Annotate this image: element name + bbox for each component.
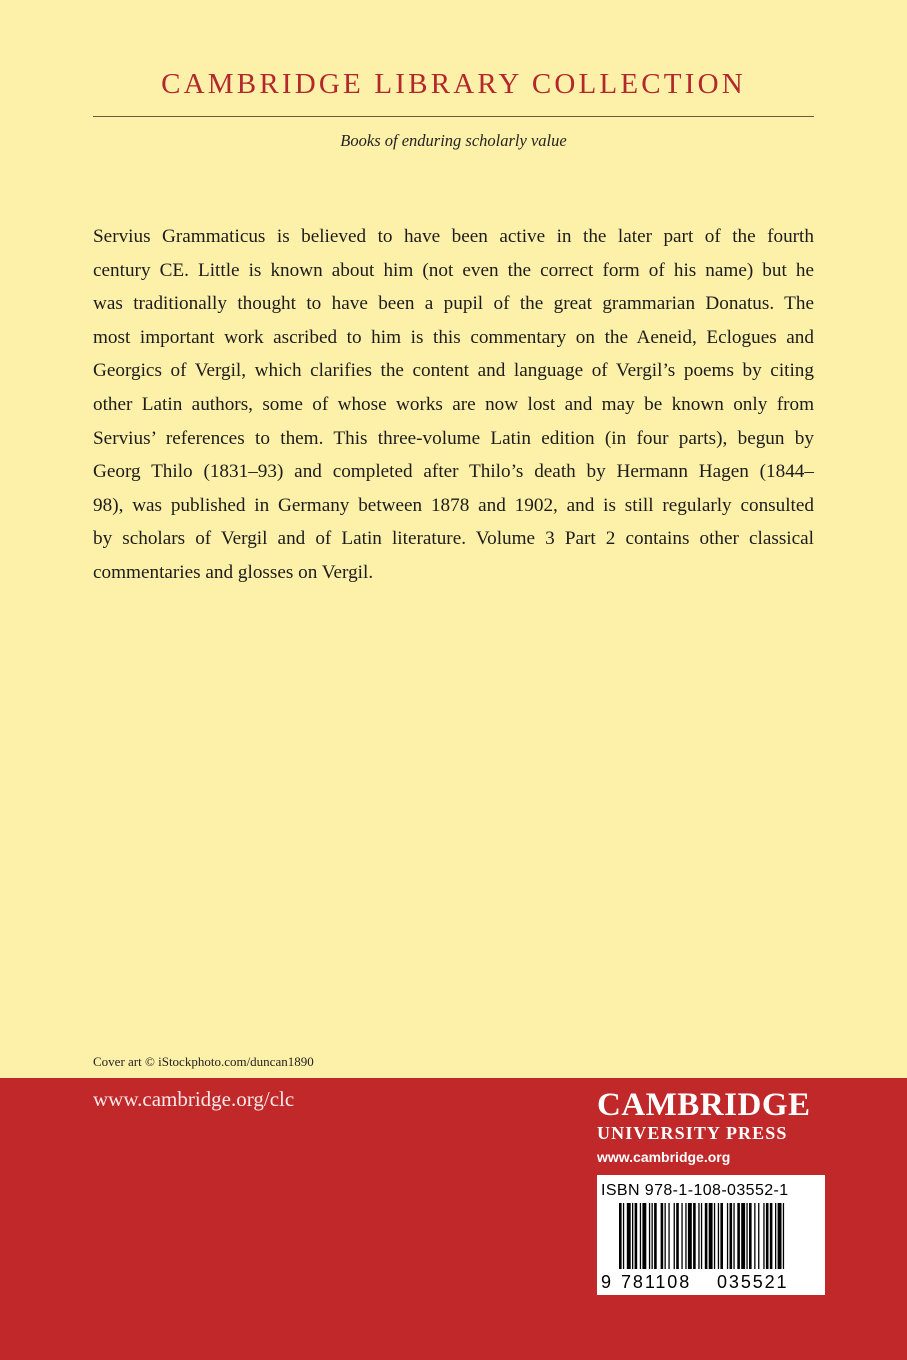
barcode-digits-right: 035521: [717, 1272, 789, 1292]
publisher-press: UNIVERSITY PRESS: [597, 1123, 788, 1143]
barcode-digits-left: 781108: [621, 1272, 692, 1292]
publisher-url: www.cambridge.org: [597, 1149, 731, 1165]
description-line: most important work ascribed to him is this commentary on the Aeneid, Eclogues and: [93, 326, 814, 348]
isbn-barcode: [597, 1175, 825, 1295]
barcode-bars: [597, 1203, 825, 1273]
description-line: Servius Grammaticus is believed to have been active in the later part of the fourth: [93, 226, 814, 247]
description-line: commentaries and glosses on Vergil.: [93, 561, 374, 583]
description-line: Georg Thilo (1831–93) and completed after Thilo’s death by Hermann Hagen (1844–: [93, 461, 814, 483]
publisher-logo: [597, 1088, 825, 1165]
isbn-label: ISBN 978-1-108-03552-1: [601, 1182, 789, 1199]
description-line: Servius’ references to them. This three-volume Latin edition (in four parts), begun by: [93, 427, 814, 449]
publisher-name: CAMBRIDGE: [597, 1087, 811, 1123]
series-title: CAMBRIDGE LIBRARY COLLECTION: [161, 68, 746, 100]
description-line: by scholars of Vergil and of Latin literature. Volume 3 Part 2 contains other classical: [93, 528, 814, 550]
description-line: Georgics of Vergil, which clarifies the content and language of Vergil’s poems by citing: [93, 360, 814, 382]
description-line: was traditionally thought to have been a pupil of the great grammarian Donatus. The: [93, 293, 814, 315]
description-line: century CE. Little is known about him (not even the correct form of his name) but he: [93, 259, 814, 281]
series-url: www.cambridge.org/clc: [93, 1087, 295, 1111]
cover-art-credit: Cover art © iStockphoto.com/duncan1890: [93, 1054, 314, 1069]
description-line: other Latin authors, some of whose works are now lost and may be known only from: [93, 393, 814, 415]
series-tagline: Books of enduring scholarly value: [340, 131, 567, 150]
header-divider: [93, 116, 814, 117]
book-description: [93, 220, 814, 590]
description-line: 98), was published in Germany between 1878 and 1902, and is still regularly consulted: [93, 494, 814, 516]
barcode-lead-digit: 9: [601, 1272, 613, 1292]
